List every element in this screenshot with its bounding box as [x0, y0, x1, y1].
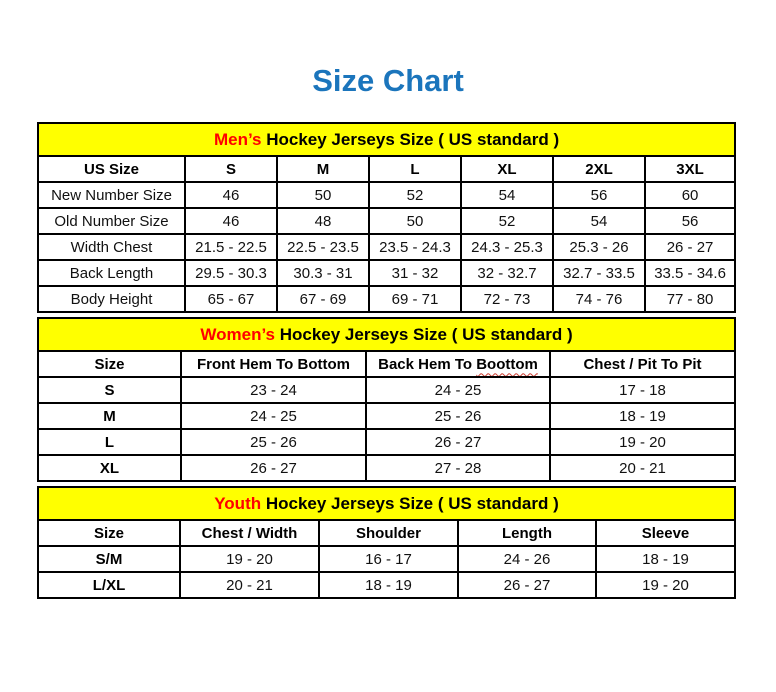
- table-cell: 54: [553, 208, 645, 234]
- youth-size-table: [37, 486, 736, 599]
- womens-table-band: [38, 318, 735, 351]
- table-cell: 26 - 27: [366, 429, 550, 455]
- table-cell: 19 - 20: [180, 546, 319, 572]
- womens-size-table: [37, 317, 736, 482]
- mens-table-band: [38, 123, 735, 156]
- table-row: [38, 546, 735, 572]
- table-cell: 25 - 26: [366, 403, 550, 429]
- mens-header-cell: S: [185, 156, 277, 182]
- table-cell: 25.3 - 26: [553, 234, 645, 260]
- page-title: Size Chart: [312, 63, 464, 98]
- mens-header-row: [38, 156, 735, 182]
- table-cell: 23.5 - 24.3: [369, 234, 461, 260]
- womens-row-label: S: [38, 377, 181, 403]
- table-cell: 24 - 26: [458, 546, 596, 572]
- table-cell: 20 - 21: [550, 455, 735, 481]
- table-cell: 69 - 71: [369, 286, 461, 312]
- youth-band-title: [38, 487, 735, 520]
- table-cell: 46: [185, 182, 277, 208]
- table-row: [38, 403, 735, 429]
- table-cell: 31 - 32: [369, 260, 461, 286]
- mens-row-label: New Number Size: [38, 182, 185, 208]
- table-cell: 27 - 28: [366, 455, 550, 481]
- mens-band-highlight: Men’s: [213, 129, 262, 149]
- table-cell: 26 - 27: [645, 234, 735, 260]
- table-cell: 54: [461, 182, 553, 208]
- table-row: [38, 260, 735, 286]
- table-cell: 25 - 26: [181, 429, 366, 455]
- table-cell: 50: [369, 208, 461, 234]
- table-cell: 67 - 69: [277, 286, 369, 312]
- table-cell: 33.5 - 34.6: [645, 260, 735, 286]
- table-cell: 26 - 27: [458, 572, 596, 598]
- mens-band-rest: Hockey Jerseys Size ( US standard ): [261, 129, 560, 149]
- youth-row-label: S/M: [38, 546, 180, 572]
- table-cell: 60: [645, 182, 735, 208]
- mens-header-cell: 2XL: [553, 156, 645, 182]
- table-cell: 16 - 17: [319, 546, 458, 572]
- mens-header-cell: XL: [461, 156, 553, 182]
- table-cell: 20 - 21: [180, 572, 319, 598]
- table-cell: 50: [277, 182, 369, 208]
- table-row: [38, 208, 735, 234]
- table-cell: 48: [277, 208, 369, 234]
- womens-header-back-hem-misspelled: Boottom: [476, 355, 538, 373]
- table-cell: 22.5 - 23.5: [277, 234, 369, 260]
- mens-row-label: Back Length: [38, 260, 185, 286]
- youth-row-label: L/XL: [38, 572, 180, 598]
- table-row: [38, 572, 735, 598]
- table-cell: 18 - 19: [319, 572, 458, 598]
- mens-row-label: Old Number Size: [38, 208, 185, 234]
- table-cell: 23 - 24: [181, 377, 366, 403]
- mens-size-table: [37, 122, 736, 313]
- womens-band-title: [38, 318, 735, 351]
- youth-table-band: [38, 487, 735, 520]
- table-cell: 24 - 25: [366, 377, 550, 403]
- mens-header-cell: 3XL: [645, 156, 735, 182]
- womens-band-highlight: Women’s: [200, 324, 275, 344]
- table-cell: 18 - 19: [550, 403, 735, 429]
- youth-header-cell: Length: [458, 520, 596, 546]
- mens-header-cell: M: [277, 156, 369, 182]
- womens-row-label: M: [38, 403, 181, 429]
- mens-header-cell: L: [369, 156, 461, 182]
- womens-header-row: [38, 351, 735, 377]
- youth-header-cell: Shoulder: [319, 520, 458, 546]
- womens-header-back-hem-prefix: Back Hem To: [378, 355, 477, 373]
- table-cell: 19 - 20: [550, 429, 735, 455]
- table-row: [38, 429, 735, 455]
- womens-header-cell: Size: [38, 351, 181, 377]
- mens-header-cell: US Size: [38, 156, 185, 182]
- table-cell: 72 - 73: [461, 286, 553, 312]
- table-cell: 32.7 - 33.5: [553, 260, 645, 286]
- table-cell: 32 - 32.7: [461, 260, 553, 286]
- table-cell: 56: [645, 208, 735, 234]
- table-cell: 46: [185, 208, 277, 234]
- womens-row-label: XL: [38, 455, 181, 481]
- table-cell: 56: [553, 182, 645, 208]
- youth-header-cell: Chest / Width: [180, 520, 319, 546]
- womens-band-rest: Hockey Jerseys Size ( US standard ): [275, 324, 573, 344]
- table-cell: 21.5 - 22.5: [185, 234, 277, 260]
- size-tables: [37, 122, 734, 599]
- table-cell: 18 - 19: [596, 546, 735, 572]
- table-row: [38, 182, 735, 208]
- table-cell: 74 - 76: [553, 286, 645, 312]
- womens-row-label: L: [38, 429, 181, 455]
- table-cell: 30.3 - 31: [277, 260, 369, 286]
- youth-header-row: [38, 520, 735, 546]
- table-row: [38, 455, 735, 481]
- table-cell: 65 - 67: [185, 286, 277, 312]
- youth-band-rest: Hockey Jerseys Size ( US standard ): [261, 493, 559, 513]
- table-cell: 29.5 - 30.3: [185, 260, 277, 286]
- mens-band-title: [38, 123, 735, 156]
- youth-band-highlight: Youth: [214, 493, 262, 513]
- table-row: [38, 234, 735, 260]
- womens-header-cell: Chest / Pit To Pit: [550, 351, 735, 377]
- womens-header-cell: [366, 351, 550, 377]
- table-cell: 77 - 80: [645, 286, 735, 312]
- womens-header-cell: Front Hem To Bottom: [181, 351, 366, 377]
- youth-header-cell: Sleeve: [596, 520, 735, 546]
- table-row: [38, 286, 735, 312]
- table-cell: 24 - 25: [181, 403, 366, 429]
- table-cell: 24.3 - 25.3: [461, 234, 553, 260]
- table-cell: 52: [461, 208, 553, 234]
- table-cell: 19 - 20: [596, 572, 735, 598]
- mens-row-label: Width Chest: [38, 234, 185, 260]
- table-cell: 26 - 27: [181, 455, 366, 481]
- mens-row-label: Body Height: [38, 286, 185, 312]
- table-cell: 52: [369, 182, 461, 208]
- youth-header-cell: Size: [38, 520, 180, 546]
- table-cell: 17 - 18: [550, 377, 735, 403]
- table-row: [38, 377, 735, 403]
